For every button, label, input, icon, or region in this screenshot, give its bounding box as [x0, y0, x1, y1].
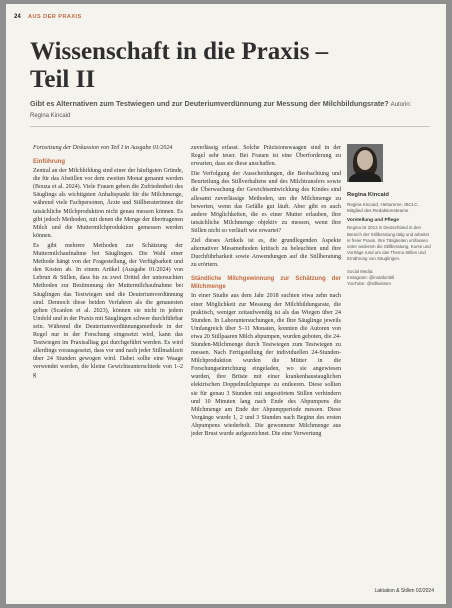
page-number: 24: [14, 14, 21, 20]
column-2: [191, 144, 341, 584]
divider: [30, 126, 430, 127]
youtube-link[interactable]: YouTube: @stillwissen: [347, 281, 391, 287]
subtitle-text: Gibt es Alternativen zum Testwiegen und zur Deuteriumverdünnung zur Messung der Milchbildungsrate?: [30, 99, 389, 108]
author-sidebar: [347, 144, 433, 287]
paragraph: zuverlässig erfasst. Solche Präzisionswaagen sind in der Regel sehr teuer. Bei Frauen ist eine Überforderung zu erwarten, dass sie diese anschaffen.: [191, 145, 341, 168]
author-photo: [347, 144, 383, 182]
intro-note: Fortsetzung der Diskussion von Teil I in Ausgabe 01/2024: [33, 145, 173, 151]
paragraph: Die Verfolgung der Ausscheidungen, die Beobachtung und Beurteilung des Stillverhaltens und des Milchtransfers sowie die Überwachung der Gewichtsentwicklung des Kindes sind allesamt zuverlässige Methoden, um die Milchmenge zu bewerten, wenn das Gefälle gut läuft. Aber gibt es auch andere Möglichkeiten, die es einer Mutter erlauben, ihre tatsächliche Milchmenge objektiv zu messen, wenn ihre Stillen nicht so verläuft wie erwartet?: [191, 171, 341, 234]
section-heading-intro: Einführung: [33, 159, 65, 166]
column-1: [33, 144, 183, 584]
author-line: Autorin: Regina Kincaid: [30, 102, 412, 119]
title-line-2: Teil II: [30, 66, 96, 93]
article-title: [30, 38, 430, 94]
paragraph: In einer Studie aus dem Jahr 2018 suchten etwa zehn nach einer Möglichkeit zur Messung der Milchbildungsrate, die praktisch, weniger zeitaufwendig ist als das Wiegen über 24 Stunden. In Laboruntersuchungen, die Ihre Säuglinge jeweils Umfangreich über 5–11 Monaten, konnten die Autoren von etwa 20 Stillpaaren Milch abpumpen, wurden geboten, die 24-Stunden-Milchmenge durch Testwiegen zum Testwiegen zu messen. Nach Fertigstellung der individuellen 24-Stunden-Milchproduktion wurden die Mütter in die Forschungseinrichtung eingeladen, wo sie angewiesen wurden, ihre Brüste mit einer krankenhaustauglichen elektrischen Doppelmilchpumpe zu entleeren. Diese sollten sie für genau 3 Stunden mit ungestörtem Stillen verhindern und 10 Minuten lang nach Ende des Abpumpens die Milchmenge am Ende der Abpumpperiode messen. Diese Vorgänge wurde 1, 2 und 3 Stunden nach Beginn des ersten Abpumpens wiederholt. Die gewonnene Milchmenge aus jeder Brust wurde aufgezeichnet. Die eine Verwertung: [191, 293, 341, 437]
title-line-1: Wissenschaft in die Praxis –: [30, 38, 329, 65]
paragraph: Es gibt mehrere Methoden zur Schätzung der Muttermilchaufnahme bei Säuglingen. Die Wahl einer Methode hängt von der Fragestellung, der Verfügbarkeit und den Kosten ab. In einem Artikel (Ausgabe 01/2024) von Lebrun & Stillen, dass bis zu zwei Drittel der untersuchten Methoden zur Bestimmung der Muttermilchaufnahme bei Säuglingen das Testwiegen und die Deuteriumverdünnung sind. Dennoch diese beiden Verfahren als die genauesten gelten (Scanlon et al. 2023), können sie nicht in jedem Umfeld und in der Praxis mit Säuglingen schwer durchführbar sein. Während die Deuteriumverdünnungsmethode in der Regel nur in der Forschung eingesetzt wird, kann das Testwiegen im Praxisalltag gut durchgeführt werden. Es wird allerdings vorausgesetzt, dass vor und nach jeder Stillmahlzeit über 24 Stunden gewogen wird. Dabei sollte eine Waage verwendet werden, die kleine Gewichtsunterschiede von 1–2 g: [33, 242, 183, 379]
face-shape: [357, 150, 373, 170]
shoulders-shape: [349, 172, 381, 182]
author-description: Regina ist 2013 in Deutschland in den Bereich der Stillberatung tätig und arbeitet in freier Praxis. Ihre Tätigkeiten umfassen unter anderem die Stillberatung, Kurse und Vorträge rund um das Thema Stillen und Ernährung von Säuglingen.: [347, 225, 431, 262]
section-label: AUS DER PRAXIS: [28, 14, 82, 20]
article-subtitle: [30, 99, 430, 121]
social-heading: Social Media:: [347, 268, 374, 274]
sidebar-heading: Vorstellung und Pflege: [347, 218, 399, 224]
social-media: [347, 269, 433, 288]
paragraph: Zentral an der Milchbildung sind einer der häufigsten Gründe, die für das Abstillen vor dem zweiten Monat genannt werden (Bouza et al. 2024). Viele Frauen geben die Zufriedenheit des Säuglings als wichtigsten Anhaltspunkt für die Milchmenge, während viele Fachpersonen, Ärzte und Stillberaterinnen die tatsächliche Milchproduktion nicht genau messen können. Es gibt jedoch Methoden, mit denen die Menge der übertragenen Milch und die Muttermilchproduktion gemessen werden können.: [33, 168, 183, 239]
section-heading-milk: Ständliche Milchgewinnung zur Schätzung der Milchmenge: [191, 276, 341, 291]
author-name: Regina Kincaid: [347, 192, 389, 198]
page-footer: Laktation & Stillen 02/2024: [374, 588, 434, 594]
paragraph: Ziel dieses Artikels ist es, die grundlegenden Aspekte alternativer Messmethoden kritisch zu beleuchten und ihre Durchführbarkeit sowie Anwendungen auf die Stillberatung zu erörtern.: [191, 238, 341, 269]
magazine-page: [6, 4, 446, 604]
author-bio: Regina Kincaid, Hebamme, IBCLC. Mitglied des Redaktionsteams: [347, 202, 420, 214]
instagram-link[interactable]: Instagram: @instaforstill: [347, 274, 395, 280]
